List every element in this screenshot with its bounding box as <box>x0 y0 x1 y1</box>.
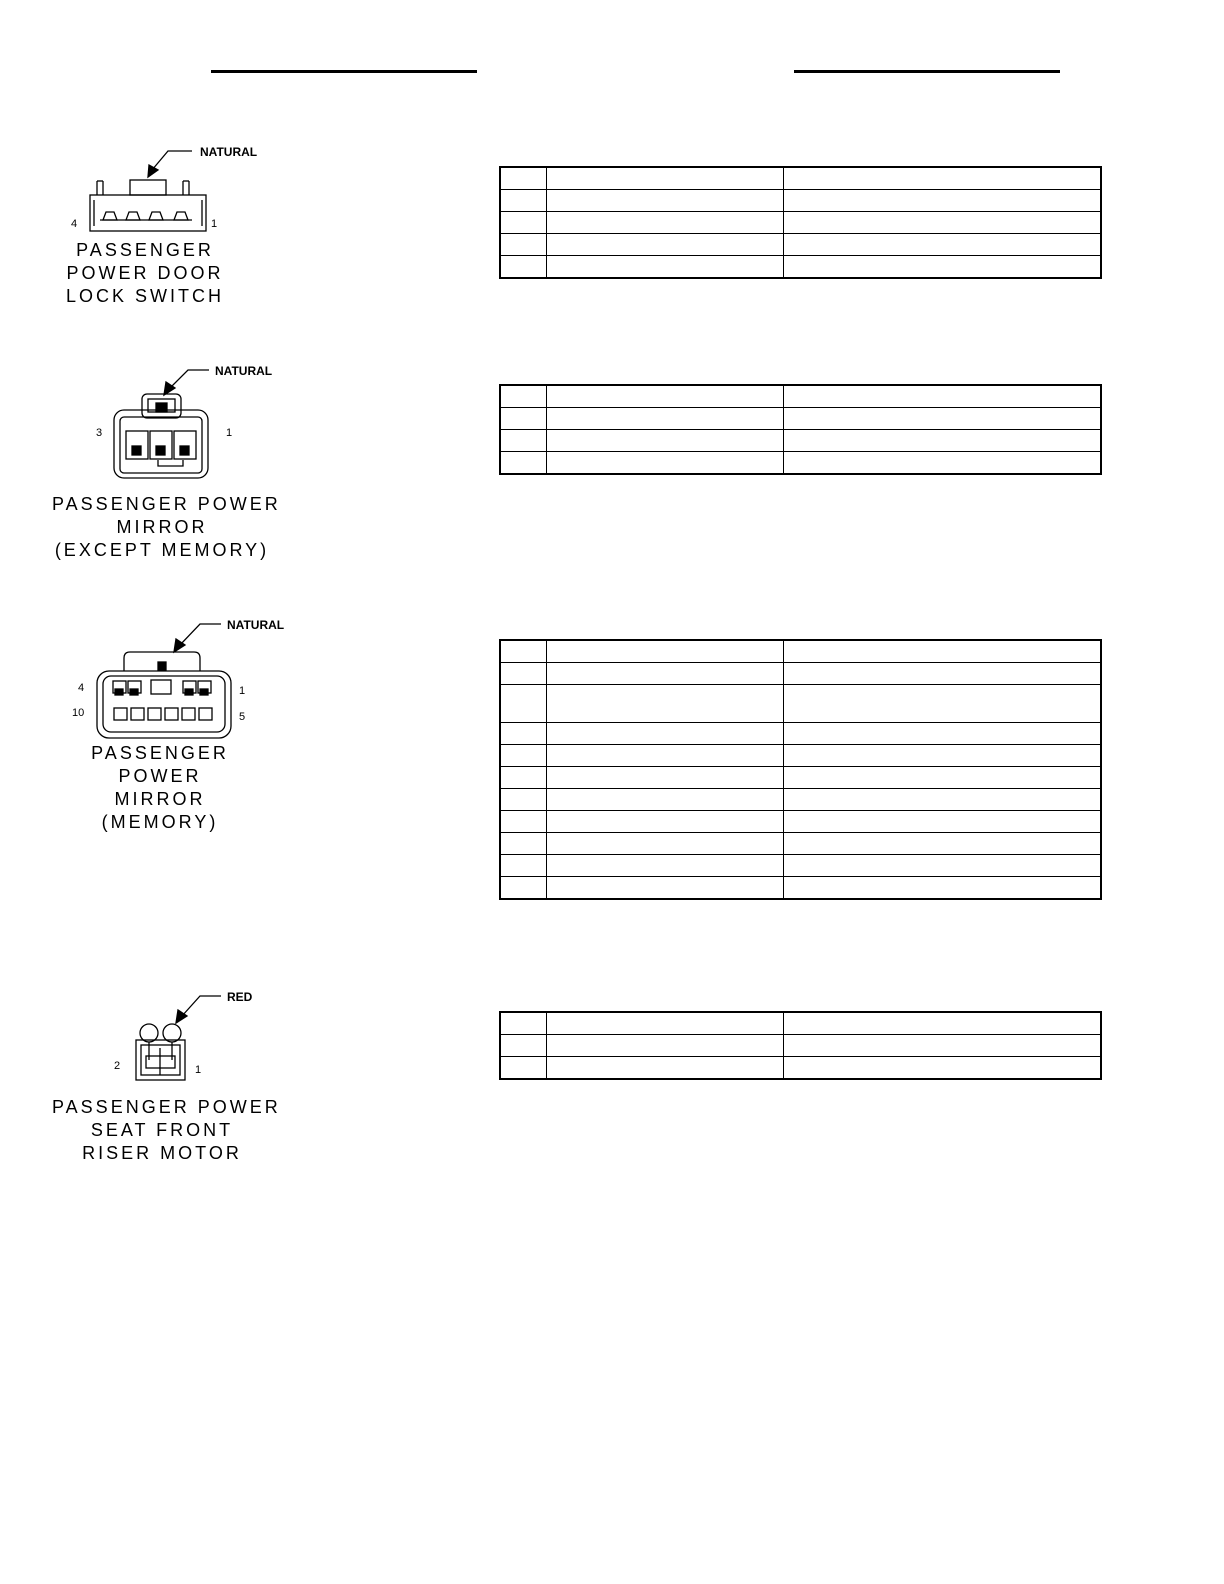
table-row <box>500 167 1101 190</box>
table-cell <box>500 833 547 855</box>
caption-line: POWER <box>118 766 202 786</box>
table-cell <box>500 1035 547 1057</box>
mirror-except-memory-pin-table <box>499 384 1102 475</box>
table-cell <box>784 190 1102 212</box>
mirror-memory-pin-bottom-left: 10 <box>72 707 85 719</box>
table-cell <box>500 663 547 685</box>
table-cell <box>547 385 784 408</box>
table-cell <box>547 767 784 789</box>
table-cell <box>784 1035 1102 1057</box>
table-cell <box>547 685 784 723</box>
caption-line: (EXCEPT MEMORY) <box>54 540 270 560</box>
caption-line: MIRROR <box>116 517 208 537</box>
table-cell <box>784 833 1102 855</box>
table-cell <box>784 452 1102 475</box>
door-lock-switch-connector <box>90 151 206 231</box>
mirror-memory-connector <box>97 624 231 738</box>
table-cell <box>500 430 547 452</box>
table-cell <box>547 167 784 190</box>
seat-front-riser-pin-right: 1 <box>195 1064 202 1076</box>
table-cell <box>784 234 1102 256</box>
table-row <box>500 855 1101 877</box>
caption-line: POWER DOOR <box>66 263 224 283</box>
table-cell <box>547 745 784 767</box>
table-cell <box>547 723 784 745</box>
table-row <box>500 745 1101 767</box>
table-row <box>500 767 1101 789</box>
seat-front-riser-pin-left: 2 <box>114 1060 121 1072</box>
table-cell <box>500 767 547 789</box>
table-cell <box>547 234 784 256</box>
table-row <box>500 833 1101 855</box>
table-cell <box>784 811 1102 833</box>
table-cell <box>500 408 547 430</box>
table-cell <box>547 640 784 663</box>
mirror-except-memory-pin-left: 3 <box>96 427 103 439</box>
table-cell <box>500 190 547 212</box>
table-cell <box>784 212 1102 234</box>
table-row <box>500 723 1101 745</box>
table-row <box>500 430 1101 452</box>
mirror-memory-callout: NATURAL <box>227 618 285 632</box>
table-row <box>500 1012 1101 1035</box>
table-cell <box>547 855 784 877</box>
mirror-memory-caption <box>65 742 255 834</box>
table-cell <box>784 167 1102 190</box>
table-cell <box>500 877 547 900</box>
table-cell <box>784 745 1102 767</box>
table-cell <box>784 723 1102 745</box>
table-cell <box>500 723 547 745</box>
table-cell <box>500 1012 547 1035</box>
table-cell <box>500 1057 547 1080</box>
caption-line: MIRROR <box>114 789 206 809</box>
table-cell <box>547 408 784 430</box>
table-row <box>500 190 1101 212</box>
seat-front-riser-caption <box>52 1096 281 1165</box>
table-row <box>500 452 1101 475</box>
table-cell <box>500 745 547 767</box>
table-cell <box>784 640 1102 663</box>
table-cell <box>784 663 1102 685</box>
caption-line: RISER MOTOR <box>82 1143 242 1163</box>
table-cell <box>500 385 547 408</box>
seat-front-riser-callout: RED <box>227 990 253 1004</box>
mirror-except-memory-callout: NATURAL <box>215 364 273 378</box>
table-cell <box>784 385 1102 408</box>
table-cell <box>547 190 784 212</box>
table-cell <box>500 855 547 877</box>
table-cell <box>547 1057 784 1080</box>
table-cell <box>500 640 547 663</box>
table-row <box>500 789 1101 811</box>
mirror-memory-pin-bottom-right: 5 <box>239 711 246 723</box>
table-row <box>500 663 1101 685</box>
table-cell <box>500 685 547 723</box>
table-cell <box>547 877 784 900</box>
table-cell <box>500 167 547 190</box>
table-row <box>500 685 1101 723</box>
mirror-memory-pin-top-right: 1 <box>239 685 246 697</box>
table-cell <box>784 1012 1102 1035</box>
mirror-memory-pin-table <box>499 639 1102 900</box>
table-cell <box>547 212 784 234</box>
table-cell <box>547 833 784 855</box>
table-row <box>500 408 1101 430</box>
table-cell <box>547 430 784 452</box>
table-cell <box>500 256 547 279</box>
table-row <box>500 1035 1101 1057</box>
door-lock-switch-callout: NATURAL <box>200 145 258 159</box>
table-cell <box>500 789 547 811</box>
table-cell <box>547 789 784 811</box>
table-cell <box>547 1035 784 1057</box>
caption-line: PASSENGER <box>76 240 214 260</box>
table-cell <box>547 256 784 279</box>
table-cell <box>784 430 1102 452</box>
seat-front-riser-pin-table <box>499 1011 1102 1080</box>
mirror-except-memory-caption <box>52 493 281 562</box>
table-cell <box>547 663 784 685</box>
table-row <box>500 212 1101 234</box>
caption-line: LOCK SWITCH <box>65 286 224 306</box>
caption-line: PASSENGER POWER <box>52 1097 281 1117</box>
mirror-except-memory-connector <box>114 370 209 478</box>
table-cell <box>547 811 784 833</box>
caption-line: (MEMORY) <box>101 812 219 832</box>
table-cell <box>500 212 547 234</box>
mirror-memory-pin-top-left: 4 <box>78 682 85 694</box>
table-cell <box>784 685 1102 723</box>
door-lock-switch-pin-right: 1 <box>211 218 218 230</box>
table-row <box>500 1057 1101 1080</box>
table-cell <box>547 1012 784 1035</box>
table-cell <box>500 811 547 833</box>
table-row <box>500 256 1101 279</box>
table-cell <box>784 855 1102 877</box>
caption-line: SEAT FRONT <box>90 1120 234 1140</box>
table-cell <box>784 789 1102 811</box>
table-row <box>500 877 1101 900</box>
table-cell <box>784 408 1102 430</box>
table-cell <box>784 1057 1102 1080</box>
table-row <box>500 385 1101 408</box>
seat-front-riser-connector <box>136 996 221 1080</box>
table-cell <box>784 767 1102 789</box>
table-row <box>500 234 1101 256</box>
door-lock-switch-pin-table <box>499 166 1102 279</box>
mirror-except-memory-pin-right: 1 <box>226 427 233 439</box>
caption-line: PASSENGER <box>91 743 229 763</box>
table-row <box>500 640 1101 663</box>
caption-line: PASSENGER POWER <box>52 494 281 514</box>
table-row <box>500 811 1101 833</box>
table-cell <box>500 452 547 475</box>
door-lock-switch-pin-left: 4 <box>71 218 78 230</box>
door-lock-switch-caption <box>50 239 240 308</box>
table-cell <box>547 452 784 475</box>
table-cell <box>784 256 1102 279</box>
table-cell <box>784 877 1102 900</box>
table-cell <box>500 234 547 256</box>
